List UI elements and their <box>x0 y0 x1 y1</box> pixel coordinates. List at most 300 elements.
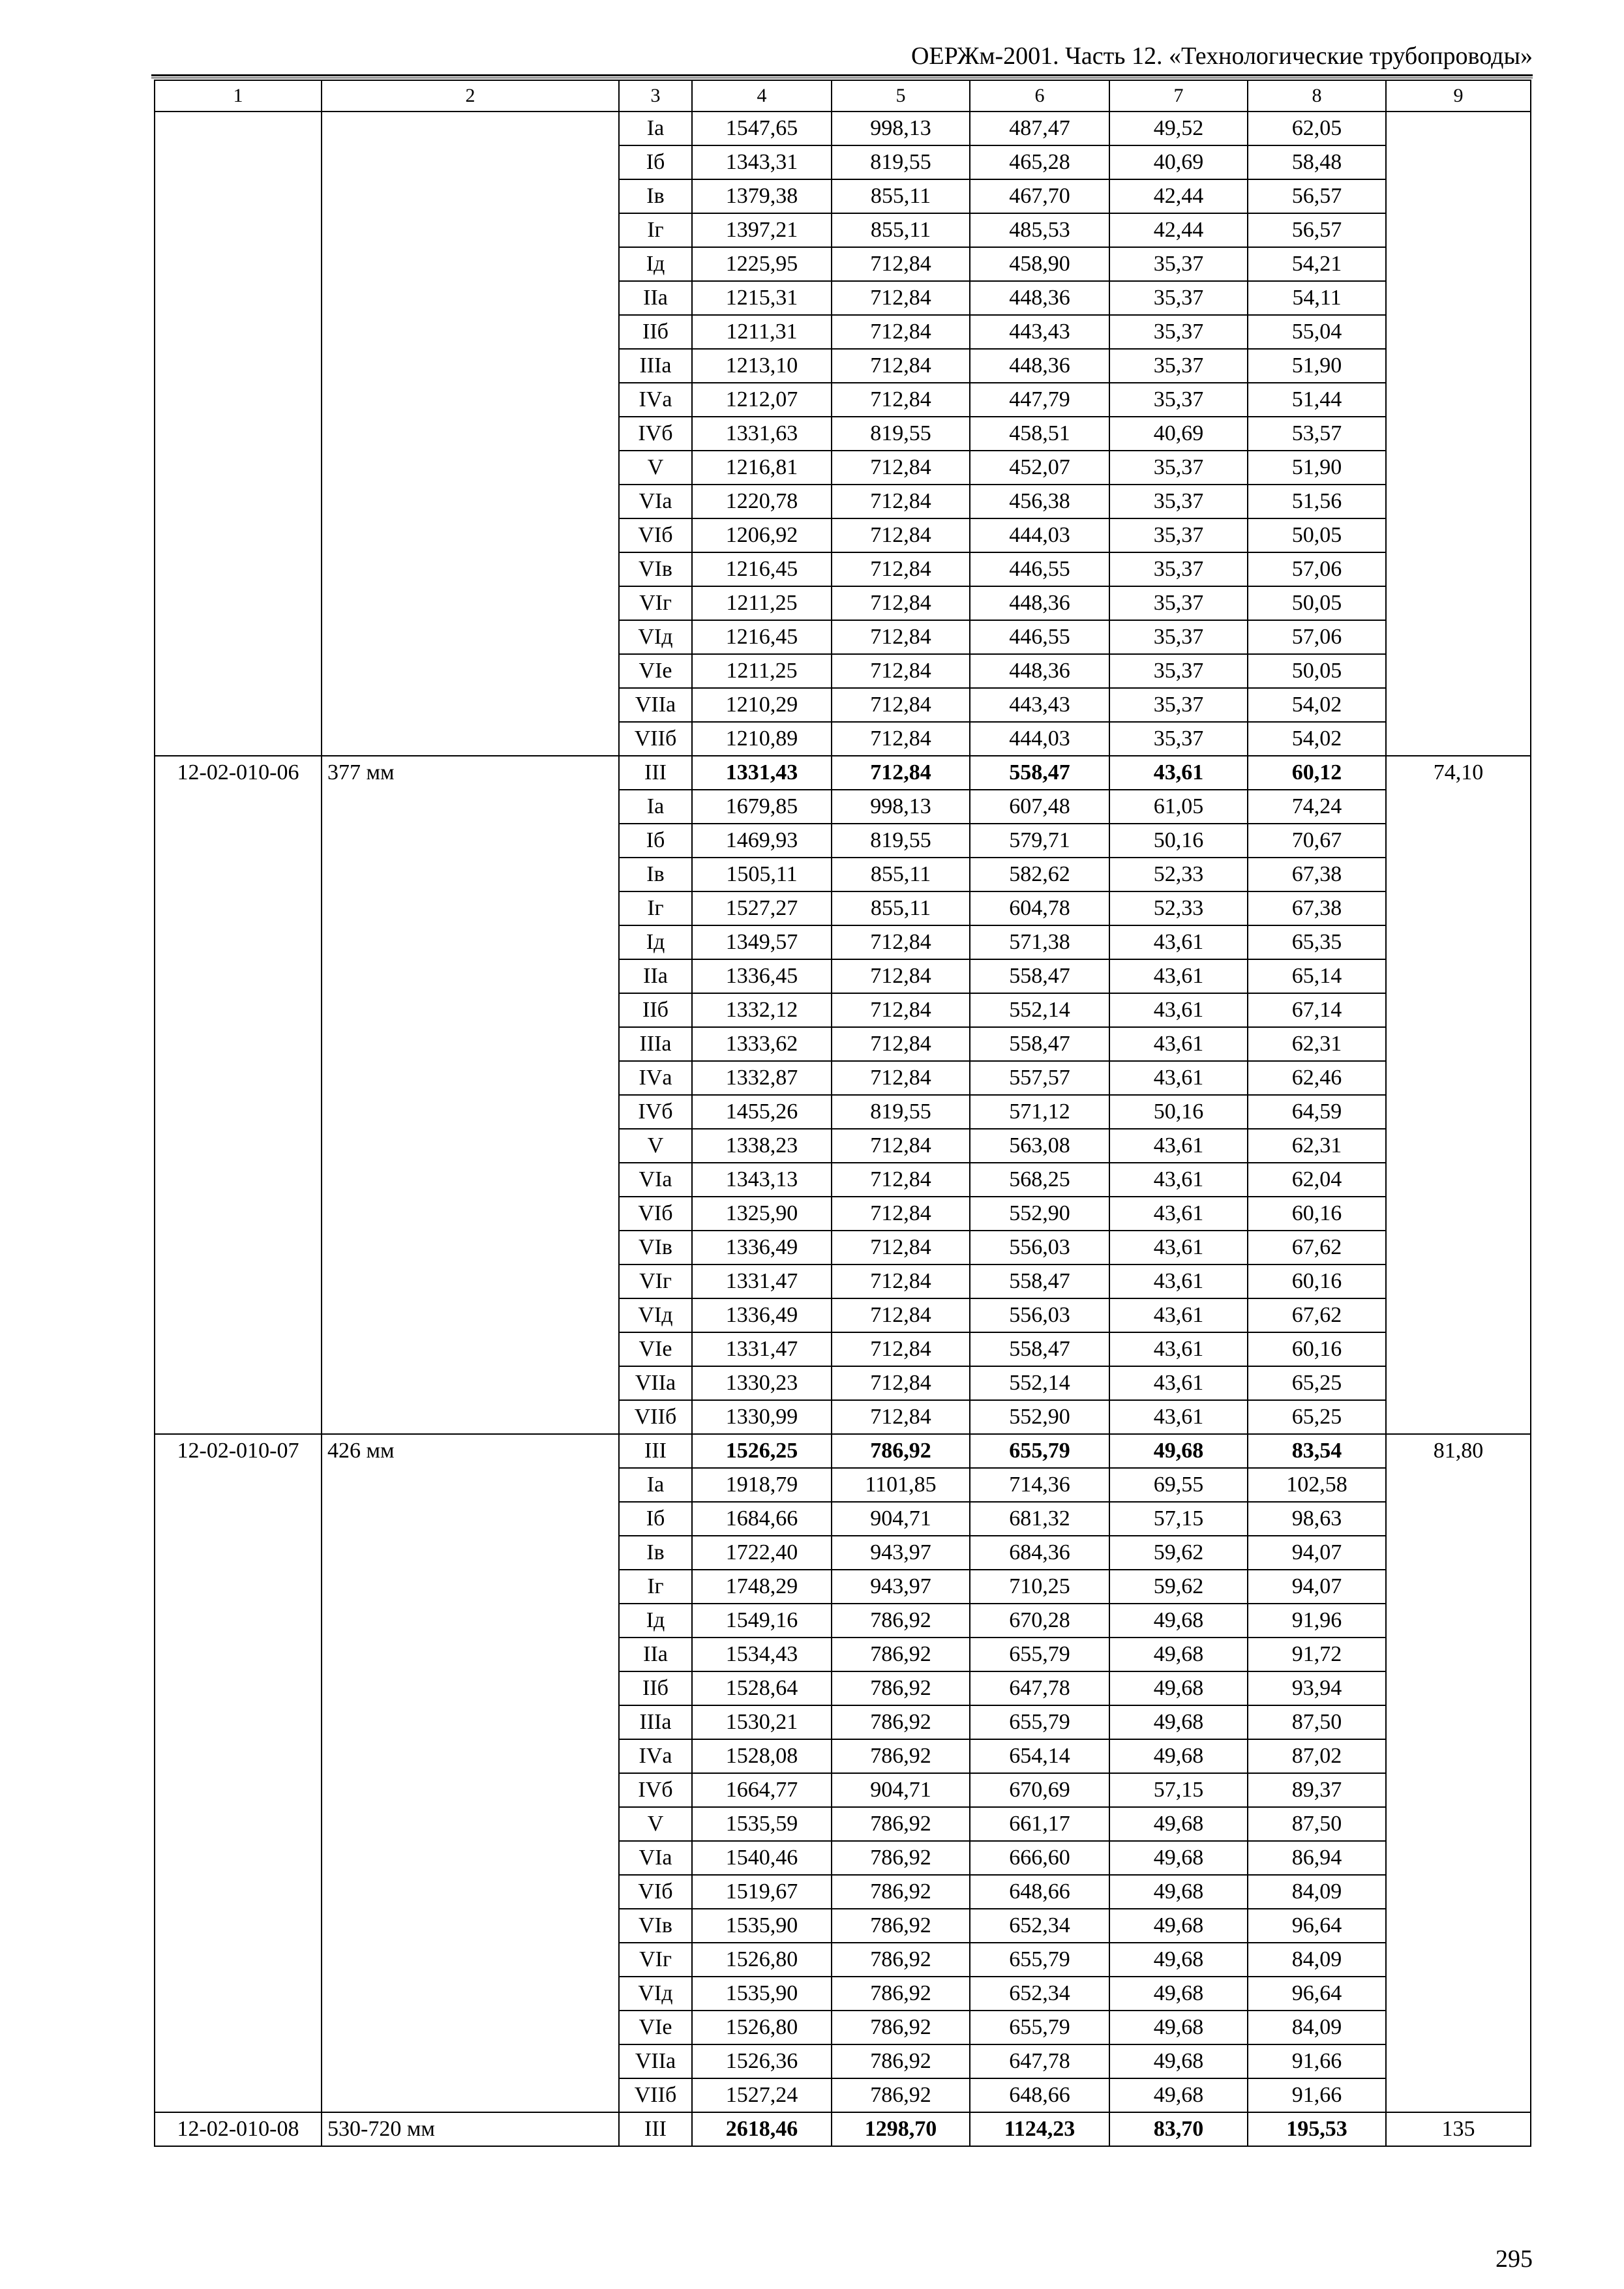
value-cell: 43,61 <box>1109 1400 1248 1434</box>
value-cell: 1679,85 <box>692 790 832 824</box>
item-code: 12-02-010-08 <box>155 2112 322 2146</box>
value-cell: 712,84 <box>832 1061 970 1095</box>
value-cell: 786,92 <box>832 1909 970 1943</box>
value-cell: 819,55 <box>832 145 970 179</box>
value-cell: 786,92 <box>832 1841 970 1875</box>
category-cell: VIIа <box>619 688 692 722</box>
col-header-9: 9 <box>1386 80 1531 112</box>
category-cell: V <box>619 1807 692 1841</box>
category-cell: VIв <box>619 1909 692 1943</box>
value-cell: 1535,90 <box>692 1977 832 2011</box>
category-cell: V <box>619 1129 692 1163</box>
value-cell: 655,79 <box>970 1943 1109 1977</box>
value-cell: 712,84 <box>832 1400 970 1434</box>
category-cell: VIа <box>619 1163 692 1197</box>
value-cell: 43,61 <box>1109 959 1248 993</box>
value-cell: 87,02 <box>1248 1739 1386 1773</box>
value-cell: 42,44 <box>1109 179 1248 213</box>
value-cell: 1535,59 <box>692 1807 832 1841</box>
value-cell: 568,25 <box>970 1163 1109 1197</box>
value-cell: 1748,29 <box>692 1570 832 1604</box>
value-cell: 714,36 <box>970 1468 1109 1502</box>
value-cell: 998,13 <box>832 112 970 145</box>
value-cell: 1124,23 <box>970 2112 1109 2146</box>
value-cell: 50,16 <box>1109 824 1248 858</box>
value-cell: 1211,25 <box>692 586 832 620</box>
value-cell: 195,53 <box>1248 2112 1386 2146</box>
value-cell: 87,50 <box>1248 1705 1386 1739</box>
value-cell: 712,84 <box>832 552 970 586</box>
value-cell: 786,92 <box>832 1705 970 1739</box>
value-cell: 52,33 <box>1109 891 1248 925</box>
value-cell: 563,08 <box>970 1129 1109 1163</box>
value-cell: 1530,21 <box>692 1705 832 1739</box>
table-row <box>155 756 1531 790</box>
value-cell: 69,55 <box>1109 1468 1248 1502</box>
value-cell: 710,25 <box>970 1570 1109 1604</box>
value-cell: 1469,93 <box>692 824 832 858</box>
value-cell: 54,02 <box>1248 722 1386 756</box>
value-cell: 1211,31 <box>692 315 832 349</box>
category-cell: IIIа <box>619 1027 692 1061</box>
value-cell: 1528,64 <box>692 1671 832 1705</box>
value-cell: 93,94 <box>1248 1671 1386 1705</box>
value-cell: 712,84 <box>832 1332 970 1366</box>
category-cell: Iб <box>619 824 692 858</box>
value-cell: 786,92 <box>832 1638 970 1671</box>
value-cell: 786,92 <box>832 1604 970 1638</box>
value-cell: 51,90 <box>1248 451 1386 485</box>
value-cell: 819,55 <box>832 1095 970 1129</box>
value-cell: 448,36 <box>970 586 1109 620</box>
value-cell: 904,71 <box>832 1502 970 1536</box>
value-cell: 56,57 <box>1248 179 1386 213</box>
category-cell: VIа <box>619 1841 692 1875</box>
value-cell: 1549,16 <box>692 1604 832 1638</box>
value-cell: 35,37 <box>1109 247 1248 281</box>
value-cell: 443,43 <box>970 315 1109 349</box>
category-cell: VIд <box>619 1298 692 1332</box>
value-cell: 1349,57 <box>692 925 832 959</box>
value-cell: 712,84 <box>832 383 970 417</box>
value-cell: 84,09 <box>1248 2011 1386 2044</box>
value-cell: 35,37 <box>1109 722 1248 756</box>
value-cell: 552,14 <box>970 1366 1109 1400</box>
value-cell: 819,55 <box>832 824 970 858</box>
value-cell: 485,53 <box>970 213 1109 247</box>
value-cell: 655,79 <box>970 1638 1109 1671</box>
value-cell: 558,47 <box>970 756 1109 790</box>
value-cell: 50,05 <box>1248 586 1386 620</box>
value-cell: 67,62 <box>1248 1298 1386 1332</box>
value-cell: 712,84 <box>832 1197 970 1231</box>
value-cell: 51,44 <box>1248 383 1386 417</box>
value-cell: 43,61 <box>1109 1027 1248 1061</box>
category-cell: V <box>619 451 692 485</box>
value-cell: 49,68 <box>1109 1638 1248 1671</box>
category-cell: IIа <box>619 281 692 315</box>
col9-value: 81,80 <box>1386 1434 1531 2112</box>
value-cell: 712,84 <box>832 485 970 518</box>
value-cell: 1210,29 <box>692 688 832 722</box>
value-cell: 819,55 <box>832 417 970 451</box>
category-cell: VIIа <box>619 2044 692 2078</box>
category-cell: VIе <box>619 2011 692 2044</box>
value-cell: 35,37 <box>1109 383 1248 417</box>
column-number-row <box>155 80 1531 112</box>
value-cell: 35,37 <box>1109 281 1248 315</box>
category-cell: Iа <box>619 1468 692 1502</box>
value-cell: 1343,31 <box>692 145 832 179</box>
value-cell: 59,62 <box>1109 1536 1248 1570</box>
value-cell: 557,57 <box>970 1061 1109 1095</box>
value-cell: 83,54 <box>1248 1434 1386 1468</box>
value-cell: 556,03 <box>970 1298 1109 1332</box>
value-cell: 49,68 <box>1109 1977 1248 2011</box>
category-cell: Iв <box>619 179 692 213</box>
value-cell: 712,84 <box>832 722 970 756</box>
category-cell: VIIб <box>619 722 692 756</box>
value-cell: 43,61 <box>1109 1061 1248 1095</box>
category-cell: IIб <box>619 993 692 1027</box>
value-cell: 86,94 <box>1248 1841 1386 1875</box>
value-cell: 61,05 <box>1109 790 1248 824</box>
value-cell: 652,34 <box>970 1909 1109 1943</box>
value-cell: 647,78 <box>970 1671 1109 1705</box>
value-cell: 786,92 <box>832 1434 970 1468</box>
value-cell: 786,92 <box>832 2011 970 2044</box>
value-cell: 1379,38 <box>692 179 832 213</box>
value-cell: 1101,85 <box>832 1468 970 1502</box>
col-header-5: 5 <box>832 80 970 112</box>
category-cell: VIд <box>619 1977 692 2011</box>
category-cell: IVа <box>619 383 692 417</box>
value-cell: 652,34 <box>970 1977 1109 2011</box>
value-cell: 94,07 <box>1248 1536 1386 1570</box>
value-cell: 712,84 <box>832 518 970 552</box>
value-cell: 712,84 <box>832 1264 970 1298</box>
value-cell: 49,68 <box>1109 1943 1248 1977</box>
value-cell: 855,11 <box>832 858 970 891</box>
price-table <box>154 80 1531 2147</box>
value-cell: 1331,47 <box>692 1264 832 1298</box>
value-cell: 49,68 <box>1109 1671 1248 1705</box>
value-cell: 1526,80 <box>692 2011 832 2044</box>
running-header: ОЕРЖм-2001. Часть 12. «Технологические трубопроводы» <box>910 42 1533 70</box>
value-cell: 1211,25 <box>692 654 832 688</box>
category-cell: Iг <box>619 1570 692 1604</box>
value-cell: 40,69 <box>1109 417 1248 451</box>
value-cell: 49,68 <box>1109 1434 1248 1468</box>
value-cell: 1918,79 <box>692 1468 832 1502</box>
value-cell: 49,68 <box>1109 1841 1248 1875</box>
value-cell: 52,33 <box>1109 858 1248 891</box>
value-cell: 87,50 <box>1248 1807 1386 1841</box>
value-cell: 670,69 <box>970 1773 1109 1807</box>
value-cell: 43,61 <box>1109 1298 1248 1332</box>
value-cell: 448,36 <box>970 349 1109 383</box>
value-cell: 655,79 <box>970 2011 1109 2044</box>
category-cell: VIг <box>619 1943 692 1977</box>
value-cell: 443,43 <box>970 688 1109 722</box>
value-cell: 654,14 <box>970 1739 1109 1773</box>
category-cell: Iб <box>619 145 692 179</box>
value-cell: 670,28 <box>970 1604 1109 1638</box>
value-cell: 35,37 <box>1109 485 1248 518</box>
value-cell: 94,07 <box>1248 1570 1386 1604</box>
value-cell: 42,44 <box>1109 213 1248 247</box>
category-cell: VIб <box>619 1875 692 1909</box>
value-cell: 1336,49 <box>692 1298 832 1332</box>
value-cell: 43,61 <box>1109 1332 1248 1366</box>
table-body <box>155 112 1531 2146</box>
category-cell: VIе <box>619 1332 692 1366</box>
value-cell: 648,66 <box>970 1875 1109 1909</box>
value-cell: 67,62 <box>1248 1231 1386 1264</box>
value-cell: 50,05 <box>1248 518 1386 552</box>
value-cell: 904,71 <box>832 1773 970 1807</box>
value-cell: 582,62 <box>970 858 1109 891</box>
category-cell: Iв <box>619 1536 692 1570</box>
value-cell: 35,37 <box>1109 688 1248 722</box>
category-cell: III <box>619 1434 692 1468</box>
value-cell: 60,16 <box>1248 1197 1386 1231</box>
value-cell: 1526,25 <box>692 1434 832 1468</box>
value-cell: 98,63 <box>1248 1502 1386 1536</box>
col-header-4: 4 <box>692 80 832 112</box>
value-cell: 1397,21 <box>692 213 832 247</box>
value-cell: 712,84 <box>832 1298 970 1332</box>
category-cell: IVа <box>619 1739 692 1773</box>
value-cell: 552,90 <box>970 1197 1109 1231</box>
value-cell: 43,61 <box>1109 993 1248 1027</box>
category-cell: VIб <box>619 518 692 552</box>
value-cell: 666,60 <box>970 1841 1109 1875</box>
category-cell: Iг <box>619 213 692 247</box>
value-cell: 54,11 <box>1248 281 1386 315</box>
value-cell: 1220,78 <box>692 485 832 518</box>
value-cell: 1333,62 <box>692 1027 832 1061</box>
col9-value: 74,10 <box>1386 756 1531 1434</box>
category-cell: VIг <box>619 586 692 620</box>
category-cell: VIIа <box>619 1366 692 1400</box>
value-cell: 444,03 <box>970 518 1109 552</box>
value-cell: 712,84 <box>832 451 970 485</box>
value-cell: 43,61 <box>1109 1163 1248 1197</box>
value-cell: 1330,99 <box>692 1400 832 1434</box>
value-cell: 49,68 <box>1109 1705 1248 1739</box>
value-cell: 467,70 <box>970 179 1109 213</box>
value-cell: 65,14 <box>1248 959 1386 993</box>
value-cell: 458,90 <box>970 247 1109 281</box>
value-cell: 712,84 <box>832 1163 970 1197</box>
value-cell: 49,68 <box>1109 2044 1248 2078</box>
value-cell: 50,05 <box>1248 654 1386 688</box>
value-cell: 62,31 <box>1248 1027 1386 1061</box>
value-cell: 91,96 <box>1248 1604 1386 1638</box>
table-row <box>155 2112 1531 2146</box>
value-cell: 67,38 <box>1248 891 1386 925</box>
value-cell: 62,31 <box>1248 1129 1386 1163</box>
value-cell: 1527,27 <box>692 891 832 925</box>
value-cell: 56,57 <box>1248 213 1386 247</box>
value-cell: 712,84 <box>832 1231 970 1264</box>
value-cell: 1216,81 <box>692 451 832 485</box>
value-cell: 558,47 <box>970 1332 1109 1366</box>
header-rule-thick <box>151 74 1533 76</box>
category-cell: Iа <box>619 112 692 145</box>
item-name: 530-720 мм <box>322 2112 619 2146</box>
value-cell: 65,25 <box>1248 1366 1386 1400</box>
item-code: 12-02-010-07 <box>155 1434 322 2112</box>
value-cell: 91,66 <box>1248 2044 1386 2078</box>
value-cell: 448,36 <box>970 281 1109 315</box>
item-name: 426 мм <box>322 1434 619 2112</box>
value-cell: 855,11 <box>832 213 970 247</box>
value-cell: 786,92 <box>832 1739 970 1773</box>
value-cell: 96,64 <box>1248 1977 1386 2011</box>
value-cell: 712,84 <box>832 620 970 654</box>
value-cell: 84,09 <box>1248 1875 1386 1909</box>
category-cell: VIа <box>619 485 692 518</box>
value-cell: 712,84 <box>832 1027 970 1061</box>
category-cell: IIб <box>619 315 692 349</box>
value-cell: 1332,87 <box>692 1061 832 1095</box>
value-cell: 49,68 <box>1109 1909 1248 1943</box>
value-cell: 64,59 <box>1248 1095 1386 1129</box>
value-cell: 1455,26 <box>692 1095 832 1129</box>
value-cell: 1210,89 <box>692 722 832 756</box>
category-cell: Iг <box>619 891 692 925</box>
category-cell: III <box>619 2112 692 2146</box>
value-cell: 712,84 <box>832 993 970 1027</box>
value-cell: 1213,10 <box>692 349 832 383</box>
value-cell: 57,06 <box>1248 552 1386 586</box>
category-cell: VIд <box>619 620 692 654</box>
value-cell: 62,04 <box>1248 1163 1386 1197</box>
value-cell: 1215,31 <box>692 281 832 315</box>
category-cell: IIа <box>619 959 692 993</box>
value-cell: 43,61 <box>1109 1129 1248 1163</box>
value-cell: 49,68 <box>1109 1739 1248 1773</box>
col-header-6: 6 <box>970 80 1109 112</box>
col9-value: 135 <box>1386 2112 1531 2146</box>
category-cell: IIIа <box>619 349 692 383</box>
value-cell: 786,92 <box>832 1977 970 2011</box>
value-cell: 712,84 <box>832 281 970 315</box>
value-cell: 786,92 <box>832 1943 970 1977</box>
value-cell: 447,79 <box>970 383 1109 417</box>
value-cell: 65,35 <box>1248 925 1386 959</box>
value-cell: 712,84 <box>832 756 970 790</box>
category-cell: Iд <box>619 925 692 959</box>
category-cell: IIIа <box>619 1705 692 1739</box>
value-cell: 943,97 <box>832 1570 970 1604</box>
value-cell: 55,04 <box>1248 315 1386 349</box>
value-cell: 712,84 <box>832 925 970 959</box>
category-cell: IVб <box>619 1095 692 1129</box>
col-header-7: 7 <box>1109 80 1248 112</box>
item-name <box>322 112 619 756</box>
value-cell: 60,16 <box>1248 1332 1386 1366</box>
value-cell: 607,48 <box>970 790 1109 824</box>
col-header-8: 8 <box>1248 80 1386 112</box>
value-cell: 1722,40 <box>692 1536 832 1570</box>
value-cell: 647,78 <box>970 2044 1109 2078</box>
value-cell: 558,47 <box>970 1027 1109 1061</box>
value-cell: 1331,63 <box>692 417 832 451</box>
value-cell: 35,37 <box>1109 451 1248 485</box>
category-cell: IIа <box>619 1638 692 1671</box>
value-cell: 43,61 <box>1109 1231 1248 1264</box>
value-cell: 96,64 <box>1248 1909 1386 1943</box>
value-cell: 70,67 <box>1248 824 1386 858</box>
value-cell: 558,47 <box>970 959 1109 993</box>
value-cell: 1206,92 <box>692 518 832 552</box>
value-cell: 998,13 <box>832 790 970 824</box>
value-cell: 43,61 <box>1109 1264 1248 1298</box>
value-cell: 465,28 <box>970 145 1109 179</box>
value-cell: 60,12 <box>1248 756 1386 790</box>
value-cell: 1338,23 <box>692 1129 832 1163</box>
item-code <box>155 112 322 756</box>
value-cell: 40,69 <box>1109 145 1248 179</box>
value-cell: 1330,23 <box>692 1366 832 1400</box>
value-cell: 552,90 <box>970 1400 1109 1434</box>
value-cell: 62,46 <box>1248 1061 1386 1095</box>
value-cell: 102,58 <box>1248 1468 1386 1502</box>
category-cell: IIб <box>619 1671 692 1705</box>
value-cell: 1336,45 <box>692 959 832 993</box>
category-cell: Iд <box>619 247 692 281</box>
value-cell: 1684,66 <box>692 1502 832 1536</box>
value-cell: 571,38 <box>970 925 1109 959</box>
value-cell: 84,09 <box>1248 1943 1386 1977</box>
category-cell: VIв <box>619 552 692 586</box>
value-cell: 91,66 <box>1248 2078 1386 2112</box>
value-cell: 556,03 <box>970 1231 1109 1264</box>
value-cell: 35,37 <box>1109 315 1248 349</box>
value-cell: 35,37 <box>1109 552 1248 586</box>
value-cell: 487,47 <box>970 112 1109 145</box>
col-header-1: 1 <box>155 80 322 112</box>
value-cell: 1526,80 <box>692 1943 832 1977</box>
value-cell: 60,16 <box>1248 1264 1386 1298</box>
value-cell: 446,55 <box>970 552 1109 586</box>
value-cell: 786,92 <box>832 2044 970 2078</box>
value-cell: 855,11 <box>832 179 970 213</box>
value-cell: 943,97 <box>832 1536 970 1570</box>
value-cell: 89,37 <box>1248 1773 1386 1807</box>
table-row <box>155 112 1531 145</box>
value-cell: 1212,07 <box>692 383 832 417</box>
category-cell: VIе <box>619 654 692 688</box>
value-cell: 54,02 <box>1248 688 1386 722</box>
category-cell: VIб <box>619 1197 692 1231</box>
category-cell: VIIб <box>619 2078 692 2112</box>
category-cell: VIг <box>619 1264 692 1298</box>
value-cell: 54,21 <box>1248 247 1386 281</box>
col9-value <box>1386 112 1531 756</box>
value-cell: 712,84 <box>832 1366 970 1400</box>
item-name: 377 мм <box>322 756 619 1434</box>
value-cell: 786,92 <box>832 1807 970 1841</box>
value-cell: 1527,24 <box>692 2078 832 2112</box>
value-cell: 67,14 <box>1248 993 1386 1027</box>
value-cell: 712,84 <box>832 654 970 688</box>
value-cell: 1664,77 <box>692 1773 832 1807</box>
category-cell: III <box>619 756 692 790</box>
